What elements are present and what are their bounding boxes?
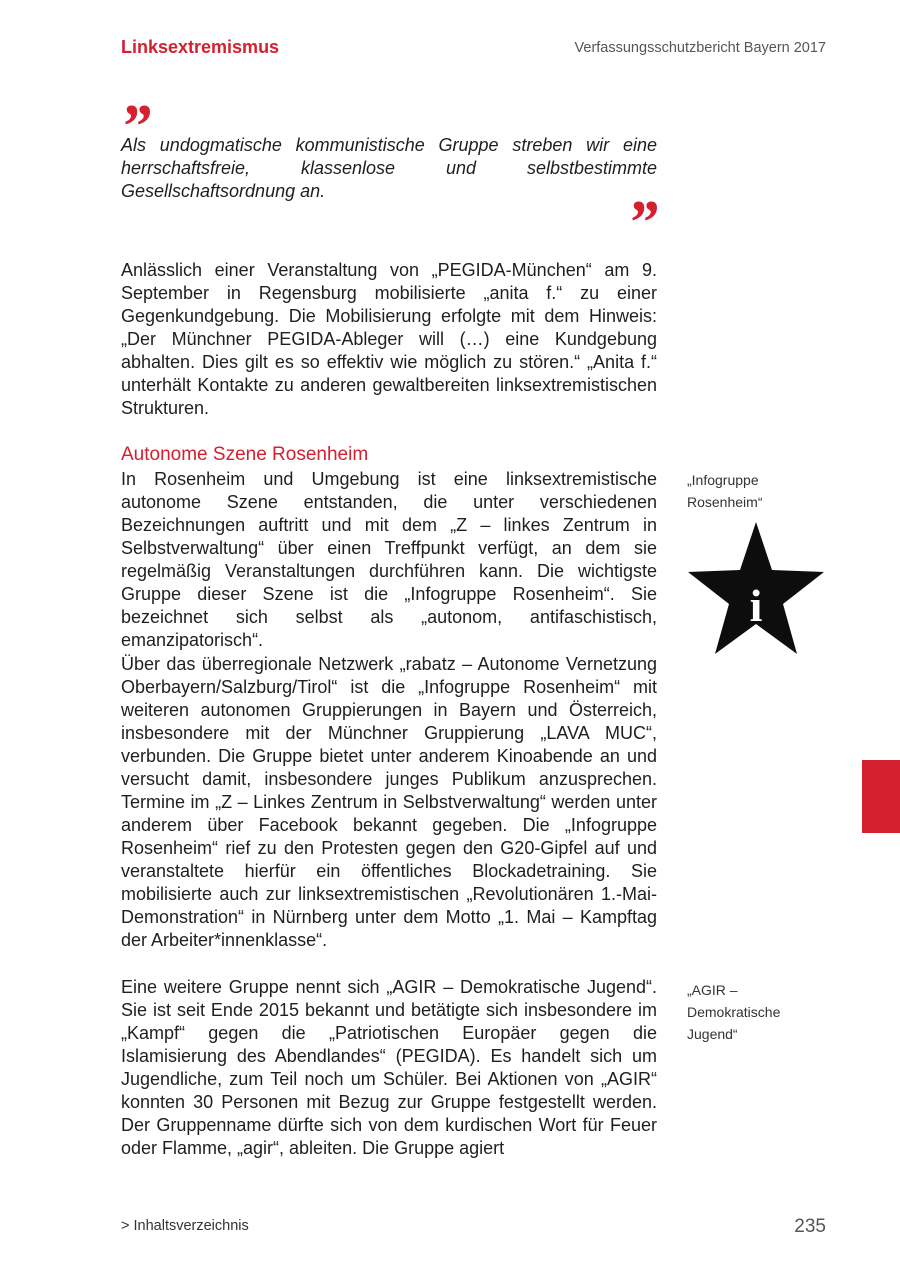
- quote-close-mark: ”: [627, 189, 658, 257]
- pull-quote: Als undogmatische kommunistische Gruppe streben wir eine herrschaftsfreie, klassenlose und selbstbestimmte Gesellschaftsordnung an.: [121, 135, 657, 201]
- paragraph-pegida: Anlässlich einer Veranstaltung von „PEGIDA-München“ am 9. September in Regensburg mobilisierte „anita f.“ zu einer Gegenkundgebung. Die Mobilisierung erfolgte mit dem Hinweis: „Der Münchner PEGIDA-Ableger will (…) eine Kundgebung abhalten. Dies gilt es so effektiv wie möglich zu stören.“ „Anita f.“ unterhält Kontakte zu anderen gewaltbereiten linksextremistischen Strukturen.: [121, 260, 657, 418]
- publication-title: Verfassungsschutzbericht Bayern 2017: [574, 40, 826, 56]
- star-info-logo: [686, 520, 826, 658]
- chapter-tab-marker: [862, 760, 900, 833]
- section-title: Linksextremismus: [121, 37, 280, 57]
- paragraph-rosenheim-intro: In Rosenheim und Umgebung ist eine linksextremistische autonome Szene entstanden, die unter verschiedenen Bezeichnungen auftritt und mit dem „Z – linkes Zentrum in Selbstverwaltung“ über einen Treffpunkt verfügt, an dem sie regelmäßig Veranstaltungen durchführen kann. Die wichtigste Gruppe dieser Szene ist die „Infogruppe Rosenheim“. Sie bezeichnet sich selbst als „autonom, antifaschistisch, emanzipatorisch“.: [121, 469, 657, 650]
- page-number: 235: [794, 1216, 826, 1237]
- margin-note-agir: „AGIR – Demokratische Jugend“: [687, 982, 781, 1042]
- section-heading-rosenheim: Autonome Szene Rosenheim: [121, 444, 369, 465]
- paragraph-rabatz-network: Über das überregionale Netzwerk „rabatz – Autonome Vernetzung Oberbayern/Salzburg/Tirol“ ist die „Infogruppe Rosenheim“ mit weiteren autonomen Gruppierungen in Bayern und Österreich, insbesondere mit der Münchner Gruppierung „LAVA MUC“, verbunden. Die Gruppe bietet unter anderem Kinoabende an und versucht damit, insbesondere junges Publikum anzusprechen. Termine im „Z – Linkes Zentrum in Selbstverwaltung“ werden unter anderem über Facebook bekannt gegeben. Die „Infogruppe Rosenheim“ rief zu den Protesten gegen den G20-Gipfel auf und veranstaltete hierfür ein öffentliches Blockadetraining. Sie mobilisierte auch zur linksextremistischen „Revolutionären 1.-Mai-Demonstration“ in Nürnberg unter dem Motto „1. Mai – Kampftag der Arbeiter*innenklasse“.: [121, 654, 657, 950]
- table-of-contents-link[interactable]: > Inhaltsverzeichnis: [121, 1218, 249, 1234]
- paragraph-agir: Eine weitere Gruppe nennt sich „AGIR – Demokratische Jugend“. Sie ist seit Ende 2015 bekannt und betätigte sich insbesondere im „Kampf“ gegen die „Patriotischen Europäer gegen die Islamisierung des Abendlandes“ (PEGIDA). Es handelt sich um Jugendliche, zum Teil noch um Schüler. Bei Aktionen von „AGIR“ konnten 30 Personen mit Bezug zur Gruppe festgestellt werden. Der Gruppenname dürfte sich von dem kurdischen Wort für Feuer oder Flamme, „agir“, ableiten. Die Gruppe agiert: [121, 977, 657, 1158]
- margin-note-infogruppe: „Infogruppe Rosenheim“: [687, 472, 763, 510]
- quote-open-mark: ”: [120, 93, 151, 161]
- logo-glyph: i: [749, 580, 763, 631]
